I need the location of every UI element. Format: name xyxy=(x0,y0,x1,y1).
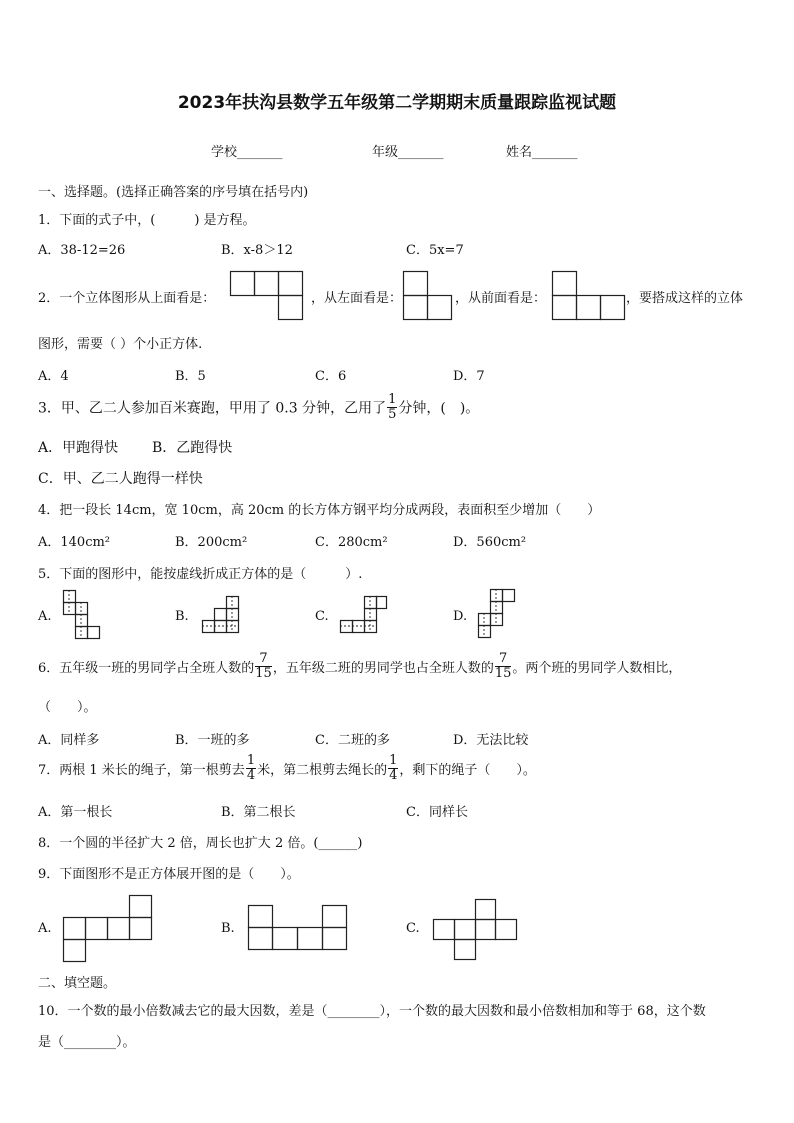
q9-option-b: B. xyxy=(221,921,235,936)
q7-stem xyxy=(38,754,536,783)
q5-option-d: D. xyxy=(453,609,468,624)
section-2-heading: 二、填空题。 xyxy=(38,976,117,991)
q7-text-1: 7．两根 1 米长的绳子，第一根剪去 xyxy=(38,763,245,778)
q6-fraction-1-numerator: 7 xyxy=(255,652,272,667)
q2-text-2: ，从左面看是： xyxy=(311,291,403,306)
q2-top-view-figure xyxy=(230,271,305,321)
q1-option-c: C．5x=7 xyxy=(406,243,464,258)
q9-stem: 9．下面图形不是正方体展开图的是（ ）。 xyxy=(38,867,300,882)
page-title: 2023年扶沟县数学五年级第二学期期末质量跟踪监视试题 xyxy=(177,93,617,113)
q2-option-a: A．4 xyxy=(38,369,69,384)
q6-option-d: D．无法比较 xyxy=(453,733,529,748)
q6-text-line2: （ ）。 xyxy=(38,700,97,715)
q2-text-line2: 图形，需要（ ）个小正方体. xyxy=(38,337,203,352)
q2-front-view-figure xyxy=(552,271,627,321)
q3-option-a: A．甲跑得快 xyxy=(38,440,119,456)
q6-stem xyxy=(38,652,681,681)
q5-stem: 5．下面的图形中，能按虚线折成正方体的是（ ）. xyxy=(38,567,363,582)
q3-stem xyxy=(38,393,479,422)
q6-option-b: B．一班的多 xyxy=(175,733,250,748)
q9-option-a: A. xyxy=(38,921,52,936)
q6-option-c: C．二班的多 xyxy=(315,733,390,748)
q7-fraction-1-denominator: 4 xyxy=(246,768,256,783)
q6-text-2: ，五年级二班的男同学也占全班人数的 xyxy=(272,661,494,676)
q5-option-c: C. xyxy=(315,609,329,624)
q3-text-1: 3．甲、乙二人参加百米赛跑，甲用了 0.3 分钟，乙用了 xyxy=(38,400,387,417)
q2-text-3: ，从前面看是： xyxy=(455,291,547,306)
q1-option-b: B．x-8＞12 xyxy=(221,243,293,258)
q5-net-c-figure xyxy=(340,596,388,636)
q10-line-1: 10．一个数的最小倍数减去它的最大因数，差是（________），一个数的最大因数和最小倍数相加和等于 68，这个数 xyxy=(38,1004,706,1019)
q6-fraction-1-denominator: 15 xyxy=(255,666,272,681)
grade-field: 年级_______ xyxy=(372,145,444,160)
q6-option-a: A．同样多 xyxy=(38,733,100,748)
q2-text-4: ，要搭成这样的立体 xyxy=(626,291,744,306)
q2-option-b: B．5 xyxy=(175,369,206,384)
q6-text-1: 6．五年级一班的男同学占全班人数的 xyxy=(38,661,255,676)
q7-fraction-2-denominator: 4 xyxy=(389,768,398,783)
q2-left-view-figure xyxy=(403,271,455,321)
q4-option-b: B．200cm² xyxy=(175,535,248,550)
school-field: 学校_______ xyxy=(211,145,283,160)
q2-text-1: 2．一个立体图形从上面看是： xyxy=(38,291,216,306)
q4-stem: 4．把一段长 14cm，宽 10cm，高 20cm 的长方体方钢平均分成两段，表面积至少增加（ ） xyxy=(38,503,601,518)
q9-option-c: C. xyxy=(406,921,420,936)
q7-fraction-1-numerator: 1 xyxy=(246,753,256,768)
q4-option-d: D．560cm² xyxy=(453,535,527,550)
q7-option-a: A．第一根长 xyxy=(38,805,113,820)
q5-option-a: A. xyxy=(38,609,52,624)
q6-fraction-1 xyxy=(255,652,272,681)
q6-fraction-2-denominator: 15 xyxy=(494,666,512,681)
q3-text-2: 分钟，( )。 xyxy=(398,400,480,417)
q4-option-c: C．280cm² xyxy=(315,535,388,550)
q7-option-b: B．第二根长 xyxy=(221,805,296,820)
q8-stem: 8．一个圆的半径扩大 2 倍，周长也扩大 2 倍。(______) xyxy=(38,836,363,851)
q2-option-d: D．7 xyxy=(453,369,485,384)
q3-fraction xyxy=(387,393,397,422)
q5-net-d-figure xyxy=(478,589,516,641)
q3-fraction-numerator: 1 xyxy=(388,392,397,407)
q1-option-a: A．38-12=26 xyxy=(38,243,126,258)
section-1-heading: 一、选择题。(选择正确答案的序号填在括号内) xyxy=(38,185,309,200)
q7-fraction-2-numerator: 1 xyxy=(389,753,398,768)
name-field: 姓名_______ xyxy=(506,145,578,160)
q4-option-a: A．140cm² xyxy=(38,535,111,550)
q9-net-b-figure xyxy=(248,905,350,953)
q1-stem: 1．下面的式子中，( ) 是方程。 xyxy=(38,213,256,228)
q5-net-b-figure xyxy=(202,596,240,636)
q2-option-c: C．6 xyxy=(315,369,347,384)
q6-text-3: 。两个班的男同学人数相比， xyxy=(512,661,682,676)
q6-fraction-2 xyxy=(495,652,512,681)
q10-line-2: 是（________）。 xyxy=(38,1035,136,1050)
q7-text-2: 米，第二根剪去绳长的 xyxy=(257,763,388,778)
q5-net-a-figure xyxy=(63,590,101,642)
q7-fraction-2 xyxy=(388,754,398,783)
q7-option-c: C．同样长 xyxy=(406,805,468,820)
q3-option-c: C．甲、乙二人跑得一样快 xyxy=(38,471,203,487)
q3-option-b: B．乙跑得快 xyxy=(152,440,233,456)
q3-fraction-denominator: 5 xyxy=(388,407,397,422)
q7-fraction-1 xyxy=(246,754,256,783)
q9-net-c-figure xyxy=(433,899,521,963)
q5-option-b: B. xyxy=(175,609,189,624)
q9-net-a-figure xyxy=(63,895,155,963)
q7-text-3: ，剩下的绳子（ ）。 xyxy=(399,763,536,778)
q6-fraction-2-numerator: 7 xyxy=(495,652,512,667)
